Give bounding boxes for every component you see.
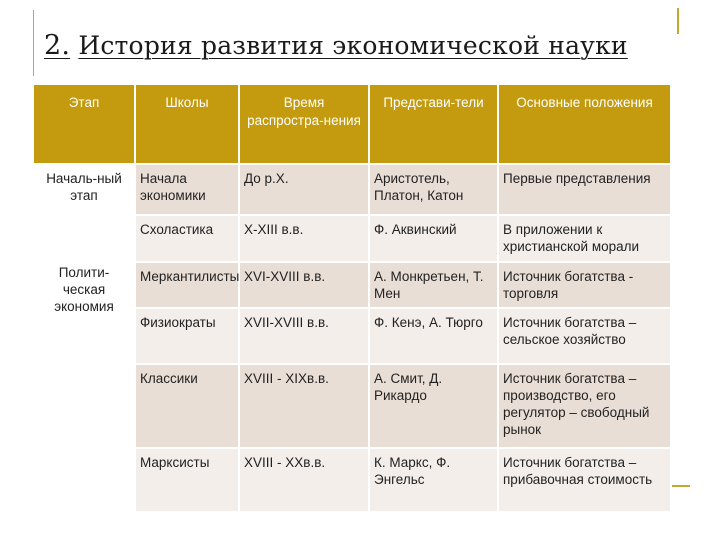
header-representatives: Представи-тели <box>369 84 498 164</box>
representatives-cell: Ф. Кенэ, А. Тюрго <box>369 308 498 364</box>
tenets-cell: Источник богатства – прибавочная стоимость <box>498 448 671 512</box>
header-stage: Этап <box>33 84 135 164</box>
slide-title-text: История развития экономической науки <box>78 31 628 60</box>
time-cell: XVII-XVIII в.в. <box>239 308 369 364</box>
representatives-cell: Ф. Аквинский <box>369 215 498 262</box>
school-cell: Марксисты <box>135 448 239 512</box>
header-time: Время распростра-нения <box>239 84 369 164</box>
school-cell: Меркантилисты <box>135 262 239 308</box>
tenets-cell: Источник богатства – сельское хозяйство <box>498 308 671 364</box>
school-cell: Схоластика <box>135 215 239 262</box>
representatives-cell: А. Монкретьен, Т. Мен <box>369 262 498 308</box>
school-cell: Начала экономики <box>135 164 239 215</box>
header-tenets: Основные положения <box>498 84 671 164</box>
tenets-cell: Источник богатства - торговля <box>498 262 671 308</box>
time-cell: До р.Х. <box>239 164 369 215</box>
time-cell: X-XIII в.в. <box>239 215 369 262</box>
table-row <box>33 262 671 308</box>
decorative-vertical-line <box>33 10 34 76</box>
header-schools: Школы <box>135 84 239 164</box>
representatives-cell: А. Смит, Д. Рикардо <box>369 364 498 448</box>
tenets-cell: В приложении к христианской морали <box>498 215 671 262</box>
representatives-cell: К. Маркс, Ф. Энгельс <box>369 448 498 512</box>
tenets-cell: Источник богатства – производство, его регулятор – свободный рынок <box>498 364 671 448</box>
stage-political-economy: Полити-ческая экономия <box>33 262 135 512</box>
representatives-cell: Аристотель, Платон, Катон <box>369 164 498 215</box>
slide-title-number: 2. <box>44 30 71 61</box>
time-cell: XVIII - XXв.в. <box>239 448 369 512</box>
table-row <box>33 164 671 215</box>
time-cell: XVI-XVIII в.в. <box>239 262 369 308</box>
table-header-row <box>33 84 671 164</box>
tenets-cell: Первые представления <box>498 164 671 215</box>
school-cell: Физиократы <box>135 308 239 364</box>
decorative-corner-top-right <box>677 8 679 34</box>
economics-history-table <box>32 83 672 513</box>
slide-title <box>44 30 628 61</box>
time-cell: XVIII - XIXв.в. <box>239 364 369 448</box>
school-cell: Классики <box>135 364 239 448</box>
stage-initial: Началь-ный этап <box>33 164 135 262</box>
